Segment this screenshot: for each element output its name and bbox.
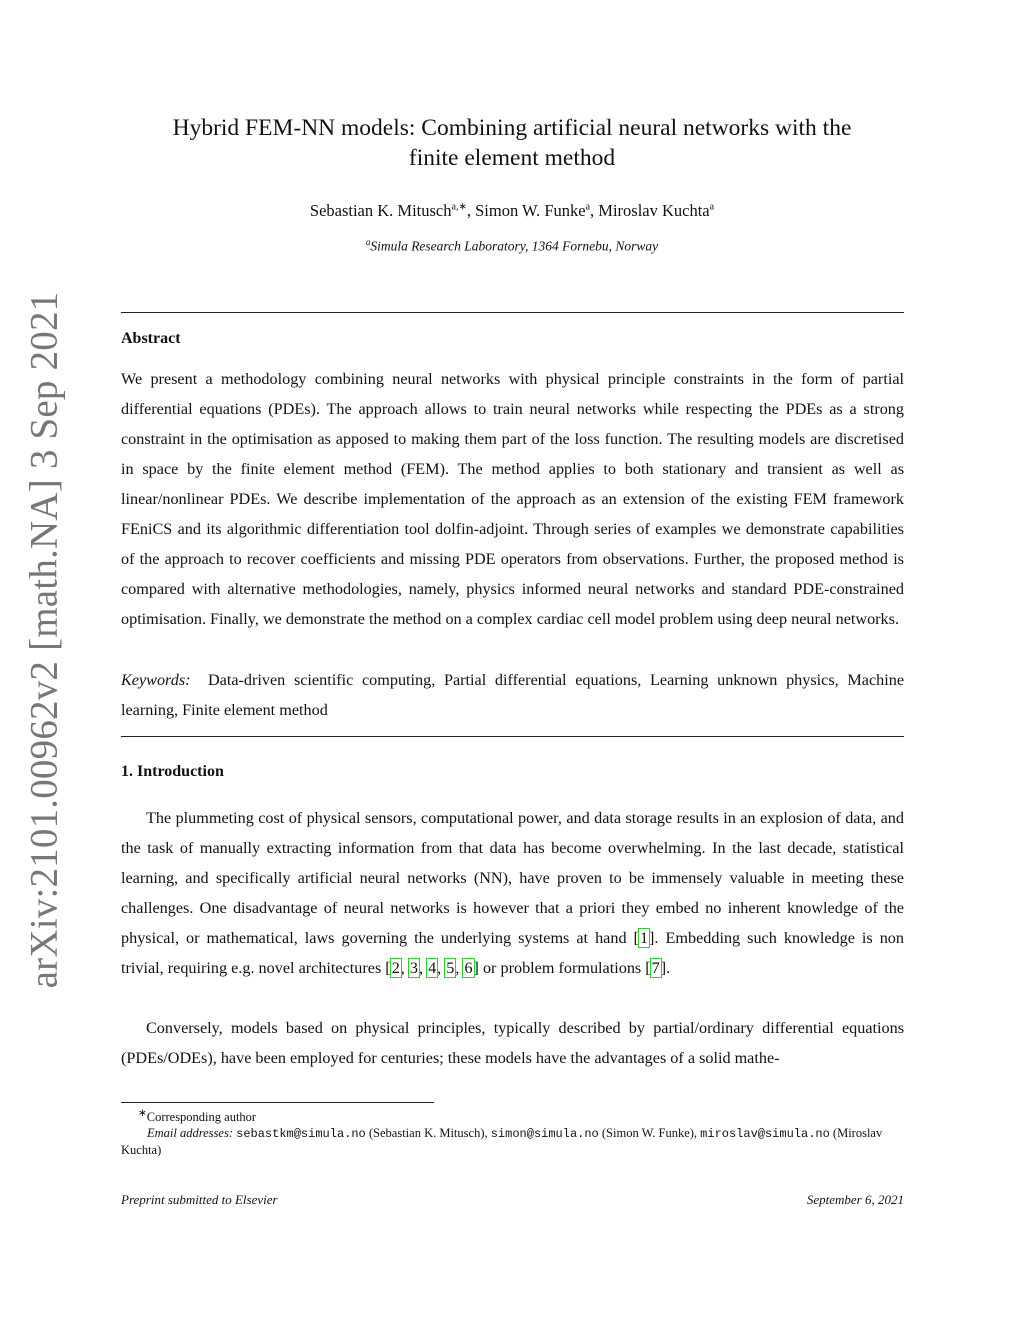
- footnote-corresponding-text: Corresponding author: [146, 1110, 257, 1125]
- abstract-bottom-rule: [121, 736, 904, 737]
- email-label: Email addresses:: [147, 1126, 233, 1141]
- affiliation-mark: a: [365, 237, 371, 247]
- keywords-label: Keywords:: [121, 671, 191, 689]
- intro-text: ].: [660, 959, 671, 977]
- intro-text: ]. Embedding such knowledge is non trivial, requiring e.g. novel architectures [: [121, 929, 904, 977]
- paper-title: [120, 113, 904, 173]
- citation-link[interactable]: 1: [639, 929, 649, 947]
- arxiv-identifier: arXiv:2101.00962v2 [math.NA] 3 Sep 2021: [22, 291, 66, 989]
- title-line-1: Hybrid FEM-NN models: Combining artificial neural networks with the: [172, 115, 852, 141]
- author-mark: a: [585, 201, 591, 213]
- author-mark: a: [709, 201, 715, 213]
- author-name: Simon W. Funke: [475, 201, 586, 220]
- email-owner: (Miroslav Kuchta): [121, 1126, 883, 1158]
- author-name: Sebastian K. Mitusch: [309, 201, 452, 220]
- author-mark: a,∗: [451, 201, 467, 213]
- footnote: [121, 1106, 904, 1158]
- affiliation-text: Simula Research Laboratory, 1364 Fornebu, Norway: [370, 238, 659, 254]
- citation-link[interactable]: 2: [391, 959, 400, 977]
- author-list: [120, 201, 904, 221]
- author-separator: ,: [590, 201, 599, 220]
- abstract-body: We present a methodology combining neural networks with physical principle constraints in the form of partial differential equations (PDEs). The approach allows to train neural networks while respecting the PDEs as a strong constraint in the optimisation as apposed to making them part of the loss function. The resulting models are discretised in space by the finite element method (FEM). The method applies to both stationary and transient as well as linear/nonlinear PDEs. We describe implementation of the approach as an extension of the existing FEM framework FEniCS and its algorithmic differentiation tool dolfin-adjoint. Through series of examples we demonstrate capabilities of the approach to recover coefficients and missing PDE operators from observations. Further, the proposed method is compared with alternative methodologies, namely, physics informed neural networks and standard PDE-constrained optimisation. Finally, we demonstrate the method on a complex cardiac cell model problem using deep neural networks.: [121, 370, 904, 628]
- section-heading-introduction: 1. Introduction: [121, 763, 224, 780]
- email-link[interactable]: simon@simula.no: [490, 1127, 599, 1142]
- footnote-mark: ∗: [138, 1108, 147, 1119]
- intro-text: The plummeting cost of physical sensors, computational power, and data storage results in an explosion of data, and the task of manually extracting information from that data has become overwhelming. In the last decade, statistical learning, and specifically artificial neural networks (NN), have proven to be immensely valuable in meeting these challenges. One disadvantage of neural networks is however that a priori they embed no inherent knowledge of the physical, or mathematical, laws governing the underlying systems at hand [: [121, 809, 904, 947]
- author-separator: ,: [466, 201, 476, 220]
- email-owner: (Sebastian K. Mitusch): [368, 1126, 485, 1141]
- email-link[interactable]: miroslav@simula.no: [700, 1127, 830, 1142]
- abstract-heading: Abstract: [121, 330, 181, 347]
- keywords: [121, 665, 904, 725]
- footnote-emails: Email addresses: sebastkm@simula.no (Sebastian K. Mitusch), simon@simula.no (Simon W. Funke), miroslav@simula.no (Miroslav Kuchta): [121, 1126, 883, 1158]
- footer-date: September 6, 2021: [806, 1192, 904, 1207]
- citation-link[interactable]: 3: [409, 959, 418, 977]
- affiliation: [120, 237, 904, 255]
- email-owner: (Simon W. Funke): [601, 1126, 694, 1141]
- email-link[interactable]: sebastkm@simula.no: [236, 1127, 366, 1142]
- intro-paragraph-1: The plummeting cost of physical sensors, computational power, and data storage results in an explosion of data, and the task of manually extracting information from that data has become overwhelming. In the last decade, statistical learning, and specifically artificial neural networks (NN), have proven to be immensely valuable in meeting these challenges. One disadvantage of neural networks is however that a priori they embed no inherent knowledge of the physical, or mathematical, laws governing the underlying systems at hand [1]. Embedding such knowledge is non trivial, requiring e.g. novel architectures [2, 3, 4, 5, 6] or problem formulations [7].: [121, 809, 904, 977]
- citation-link[interactable]: 5: [446, 959, 455, 977]
- keywords-list: Data-driven scientific computing, Partial differential equations, Learning unknown physics, Machine learning, Finite element method: [121, 671, 905, 719]
- citation-link[interactable]: 4: [428, 959, 437, 977]
- footnote-corresponding: [121, 1106, 904, 1125]
- abstract-top-rule: [121, 312, 904, 313]
- footer-preprint: Preprint submitted to Elsevier: [121, 1192, 278, 1207]
- footnote-rule: [121, 1102, 434, 1103]
- title-line-2: finite element method: [408, 145, 616, 171]
- intro-paragraph-2: Conversely, models based on physical principles, typically described by partial/ordinary differential equations (PDEs/ODEs), have been employed for centuries; these models have the advantages of a solid mathe-: [121, 1019, 904, 1067]
- citation-link[interactable]: 6: [464, 959, 473, 977]
- author-name: Miroslav Kuchta: [598, 201, 710, 220]
- citation-link[interactable]: 7: [651, 959, 660, 977]
- intro-text: ] or problem formulations [: [473, 959, 651, 977]
